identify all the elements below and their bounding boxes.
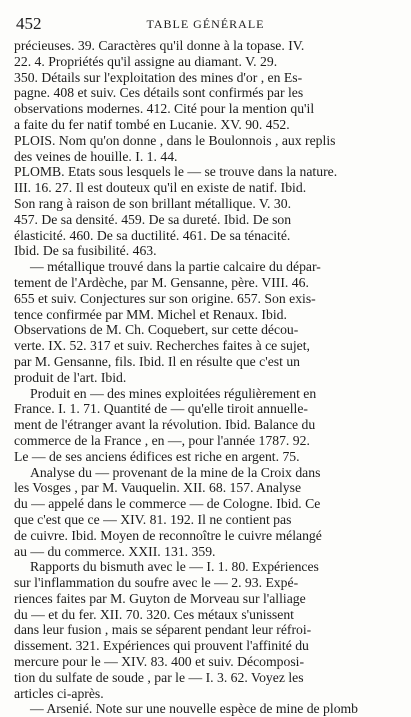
entry-line: 22. 4. Propriétés qu'il assigne au diamant. V. 29. <box>14 53 278 69</box>
entry-line: dans leur fusion , mais se séparent pendant leur réfroi- <box>14 622 312 638</box>
entry-line: riences faites par M. Guyton de Morveau sur l'alliage <box>14 590 306 606</box>
entry-line: commerce de la France , en —, pour l'année 1787. 92. <box>14 432 310 448</box>
entry-line: Son rang à raison de son brillant métallique. V. 30. <box>14 195 292 211</box>
entry-line: France. I. 1. 71. Quantité de — qu'elle tiroit annuelle- <box>14 401 308 417</box>
entry-line: mercure pour le — XIV. 83. 400 et suiv. Décomposi- <box>14 654 305 670</box>
index-entry <box>14 465 398 560</box>
entry-line: du — appelé dans le commerce — de Cologne. Ibid. Ce <box>14 496 321 512</box>
page-header <box>16 14 395 34</box>
entry-line: Rapports du bismuth avec le — I. 1. 80. Expériences <box>30 559 319 575</box>
entry-line: tion du sulfate de soude , par le — I. 3. 62. Voyez les <box>14 669 304 685</box>
entry-line: les Vosges , par M. Vauquelin. XII. 68. 157. Analyse <box>14 480 302 496</box>
entry-line: Le — de ses anciens édifices est riche en argent. 75. <box>14 448 300 464</box>
entry-line: 457. De sa densité. 459. De sa dureté. Ibid. De son <box>14 211 292 227</box>
index-entry <box>14 559 398 701</box>
entry-line: III. 16. 27. Il est douteux qu'il en existe de natif. Ibid. <box>14 180 307 196</box>
running-title: TABLE GÉNÉRALE <box>146 17 265 31</box>
entry-line: du — et du fer. XII. 70. 320. Ces métaux s'unissent <box>14 606 294 622</box>
entry-line: par M. Gensanne, fils. Ibid. Il en résulte que c'est un <box>14 353 301 369</box>
entry-line: Analyse du — provenant de la mine de la Croix dans <box>30 464 321 480</box>
entry-line: — Arsenié. Note sur une nouvelle espèce de mine de plomb <box>30 701 359 717</box>
index-body <box>14 38 398 717</box>
entry-line: verte. IX. 52. 317 et suiv. Recherches faites à ce sujet, <box>14 338 310 354</box>
entry-line: 655 et suiv. Conjectures sur son origine. 657. Son exis- <box>14 290 316 306</box>
entry-line: Ibid. De sa fusibilité. 463. <box>14 243 157 259</box>
entry-line: ment de l'étranger avant la révolution. Ibid. Balance du <box>14 417 316 433</box>
index-entry <box>14 133 398 165</box>
entry-line: Produit en — des mines exploitées régulièrement en <box>30 385 317 401</box>
index-entry <box>14 701 398 717</box>
entry-line: des veines de houille. I. 1. 44. <box>14 148 178 164</box>
entry-line: — métallique trouvé dans la partie calcaire du dépar- <box>30 259 321 275</box>
entry-line: de cuivre. Ibid. Moyen de reconnoître le cuivre mélangé <box>14 527 322 543</box>
page-number: 452 <box>16 14 42 33</box>
entry-line: articles ci-après. <box>14 685 104 701</box>
entry-line: tence confirmée par MM. Michel et Renaux. Ibid. <box>14 306 287 322</box>
entry-line: PLOIS. Nom qu'on donne , dans le Boulonnois , aux replis <box>14 132 336 148</box>
entry-line: précieuses. 39. Caractères qu'il donne à la topase. IV. <box>14 38 305 53</box>
entry-line: que c'est que ce — XIV. 81. 192. Il ne contient pas <box>14 511 292 527</box>
entry-line: élasticité. 460. De sa ductilité. 461. De sa ténacité. <box>14 227 291 243</box>
entry-line: sur l'inflammation du soufre avec le — 2. 93. Expé- <box>14 575 299 591</box>
entry-line: a faite du fer natif tombé en Lucanie. XV. 90. 452. <box>14 116 290 132</box>
entry-line: Observations de M. Ch. Coquebert, sur cette décou- <box>14 322 299 338</box>
index-entry <box>14 259 398 385</box>
entry-line: produit de l'art. Ibid. <box>14 369 127 385</box>
entry-line: dissement. 321. Expériences qui prouvent l'affinité du <box>14 638 309 654</box>
index-entry <box>14 38 398 133</box>
entry-line: observations modernes. 412. Cité pour la mention qu'il <box>14 101 315 117</box>
entry-line: 350. Détails sur l'exploitation des mines d'or , en Es- <box>14 69 303 85</box>
index-entry <box>14 164 398 259</box>
entry-line: PLOMB. Etats sous lesquels le — se trouve dans la nature. <box>14 164 338 180</box>
index-entry <box>14 386 398 465</box>
entry-line: au — du commerce. XXII. 131. 359. <box>14 543 216 559</box>
entry-line: tement de l'Ardèche, par M. Gensanne, père. VIII. 46. <box>14 274 309 290</box>
entry-line: pagne. 408 et suiv. Ces détails sont confirmés par les <box>14 85 304 101</box>
